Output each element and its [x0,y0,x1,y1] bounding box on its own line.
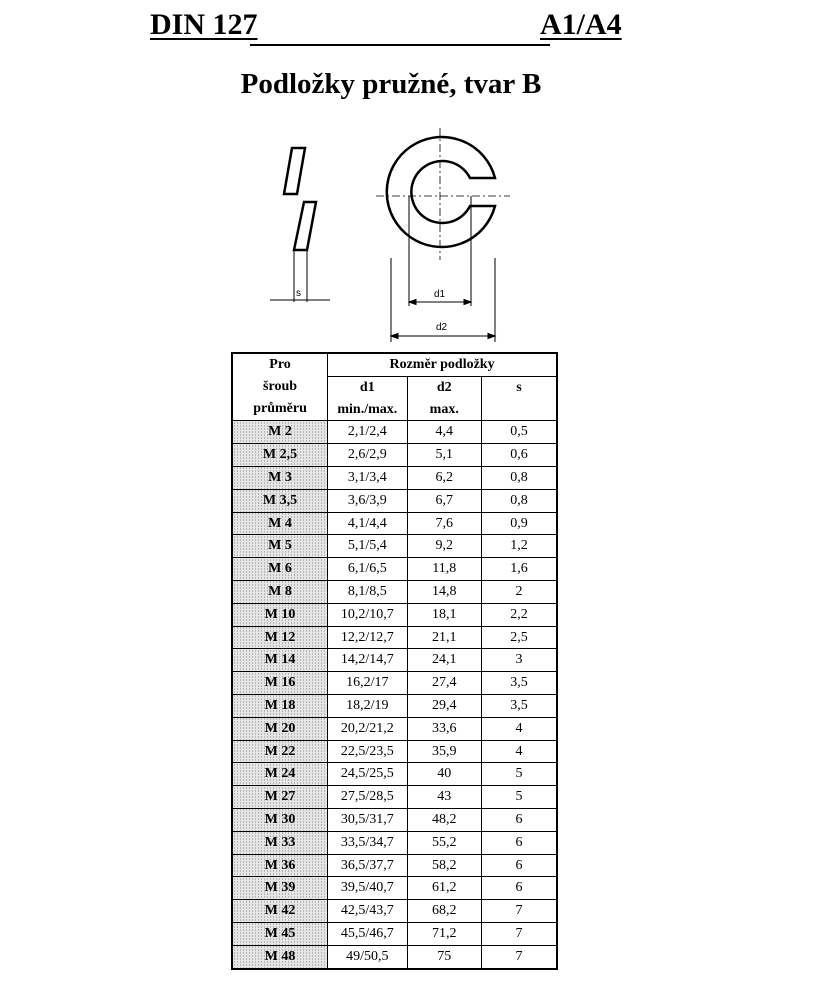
d2-cell: 21,1 [407,626,481,649]
s-cell: 6 [481,877,557,900]
s-cell: 6 [481,808,557,831]
d2-cell: 43 [407,786,481,809]
table-row [232,808,557,831]
table-row [232,580,557,603]
table-row [232,512,557,535]
bolt-size-cell: M 16 [232,672,328,695]
bolt-size-cell: M 20 [232,717,328,740]
d1-cell: 4,1/4,4 [328,512,407,535]
d2-cell: 33,6 [407,717,481,740]
table-header-row [232,353,557,376]
d2-cell: 6,2 [407,466,481,489]
bolt-header-line: průměru [253,400,307,416]
d1-cell: 3,6/3,9 [328,489,407,512]
s-dimension-label: s [296,288,301,299]
material-grade: A1/A4 [540,8,622,41]
s-cell: 7 [481,900,557,923]
d1-header-name: d1 [359,379,375,395]
d1-cell: 20,2/21,2 [328,717,407,740]
d2-cell: 18,1 [407,603,481,626]
washer-dimensions-table [231,352,558,970]
d2-cell: 24,1 [407,649,481,672]
bolt-size-cell: M 33 [232,831,328,854]
d1-dimension-label: d1 [434,289,446,300]
table-row [232,922,557,945]
d2-cell: 27,4 [407,672,481,695]
bolt-size-cell: M 10 [232,603,328,626]
table-row [232,603,557,626]
s-cell: 0,8 [481,466,557,489]
d1-cell: 36,5/37,7 [328,854,407,877]
bolt-size-cell: M 2 [232,421,328,444]
s-cell: 7 [481,945,557,968]
d1-cell: 8,1/8,5 [328,580,407,603]
d1-cell: 12,2/12,7 [328,626,407,649]
d2-cell: 48,2 [407,808,481,831]
d2-cell: 71,2 [407,922,481,945]
d2-cell: 6,7 [407,489,481,512]
s-cell: 3,5 [481,694,557,717]
d1-cell: 45,5/46,7 [328,922,407,945]
s-cell: 6 [481,831,557,854]
d1-cell: 49/50,5 [328,945,407,968]
s-cell: 7 [481,922,557,945]
d2-cell: 61,2 [407,877,481,900]
bolt-size-cell: M 36 [232,854,328,877]
d1-cell: 2,6/2,9 [328,444,407,467]
bolt-size-cell: M 14 [232,649,328,672]
d2-cell: 75 [407,945,481,968]
table-row [232,854,557,877]
s-cell: 6 [481,854,557,877]
d2-cell: 5,1 [407,444,481,467]
bolt-size-cell: M 5 [232,535,328,558]
table-row [232,672,557,695]
s-cell: 0,5 [481,421,557,444]
bolt-size-cell: M 30 [232,808,328,831]
d1-cell: 24,5/25,5 [328,763,407,786]
d1-cell: 14,2/14,7 [328,649,407,672]
d2-cell: 58,2 [407,854,481,877]
bolt-size-cell: M 2,5 [232,444,328,467]
table-row [232,649,557,672]
s-cell: 1,2 [481,535,557,558]
d1-cell: 16,2/17 [328,672,407,695]
table-row [232,694,557,717]
table-row [232,717,557,740]
d1-cell: 5,1/5,4 [328,535,407,558]
bolt-size-column-header [232,353,328,421]
s-cell: 3,5 [481,672,557,695]
bolt-size-cell: M 42 [232,900,328,923]
table-row [232,786,557,809]
bolt-size-cell: M 39 [232,877,328,900]
d1-cell: 33,5/34,7 [328,831,407,854]
d2-cell: 4,4 [407,421,481,444]
d2-cell: 68,2 [407,900,481,923]
d2-cell: 29,4 [407,694,481,717]
bolt-size-cell: M 8 [232,580,328,603]
d1-cell: 2,1/2,4 [328,421,407,444]
table-row [232,740,557,763]
d2-cell: 14,8 [407,580,481,603]
d1-cell: 42,5/43,7 [328,900,407,923]
table-row [232,558,557,581]
bolt-size-cell: M 4 [232,512,328,535]
s-cell: 3 [481,649,557,672]
d2-header-range: max. [429,401,459,417]
s-cell: 4 [481,717,557,740]
table-row [232,466,557,489]
table-row [232,877,557,900]
table-row [232,489,557,512]
d1-cell: 6,1/6,5 [328,558,407,581]
s-cell: 4 [481,740,557,763]
d1-cell: 18,2/19 [328,694,407,717]
page-title: Podložky pružné, tvar B [240,68,542,100]
s-cell: 2,2 [481,603,557,626]
bolt-header-line: šroub [263,378,298,394]
bolt-size-cell: M 3 [232,466,328,489]
s-cell: 5 [481,763,557,786]
s-cell: 0,6 [481,444,557,467]
table-row [232,900,557,923]
d2-header-name: d2 [436,379,452,395]
table-row [232,535,557,558]
bolt-size-cell: M 22 [232,740,328,763]
d1-column-header [328,376,407,421]
washer-technical-drawing [0,0,838,350]
bolt-size-cell: M 27 [232,786,328,809]
bolt-size-cell: M 45 [232,922,328,945]
table-row [232,444,557,467]
bolt-size-cell: M 6 [232,558,328,581]
d2-cell: 35,9 [407,740,481,763]
s-cell: 5 [481,786,557,809]
s-cell: 0,9 [481,512,557,535]
table-row [232,421,557,444]
d1-cell: 30,5/31,7 [328,808,407,831]
s-cell: 0,8 [481,489,557,512]
washer-size-group-header: Rozměr podložky [328,353,557,376]
bolt-size-cell: M 18 [232,694,328,717]
s-cell: 2 [481,580,557,603]
washer-side-view [284,148,316,250]
d2-dimension-label: d2 [436,322,448,333]
d1-header-range: min./max. [337,401,398,417]
standard-number: DIN 127 [150,8,258,41]
s-cell: 2,5 [481,626,557,649]
bolt-size-cell: M 3,5 [232,489,328,512]
d2-cell: 55,2 [407,831,481,854]
table-row [232,626,557,649]
table-row [232,945,557,968]
d1-cell: 3,1/3,4 [328,466,407,489]
table-row [232,831,557,854]
washer-front-view [376,128,510,260]
bolt-header-line: Pro [269,357,291,372]
d1-cell: 10,2/10,7 [328,603,407,626]
d2-cell: 9,2 [407,535,481,558]
d1-cell: 22,5/23,5 [328,740,407,763]
d1-cell: 27,5/28,5 [328,786,407,809]
d2-cell: 40 [407,763,481,786]
bolt-size-cell: M 48 [232,945,328,968]
d2-column-header [407,376,481,421]
bolt-size-cell: M 12 [232,626,328,649]
d1-cell: 39,5/40,7 [328,877,407,900]
d2-cell: 7,6 [407,512,481,535]
bolt-size-cell: M 24 [232,763,328,786]
table-row [232,763,557,786]
s-cell: 1,6 [481,558,557,581]
s-column-header: s [481,376,557,421]
d2-cell: 11,8 [407,558,481,581]
